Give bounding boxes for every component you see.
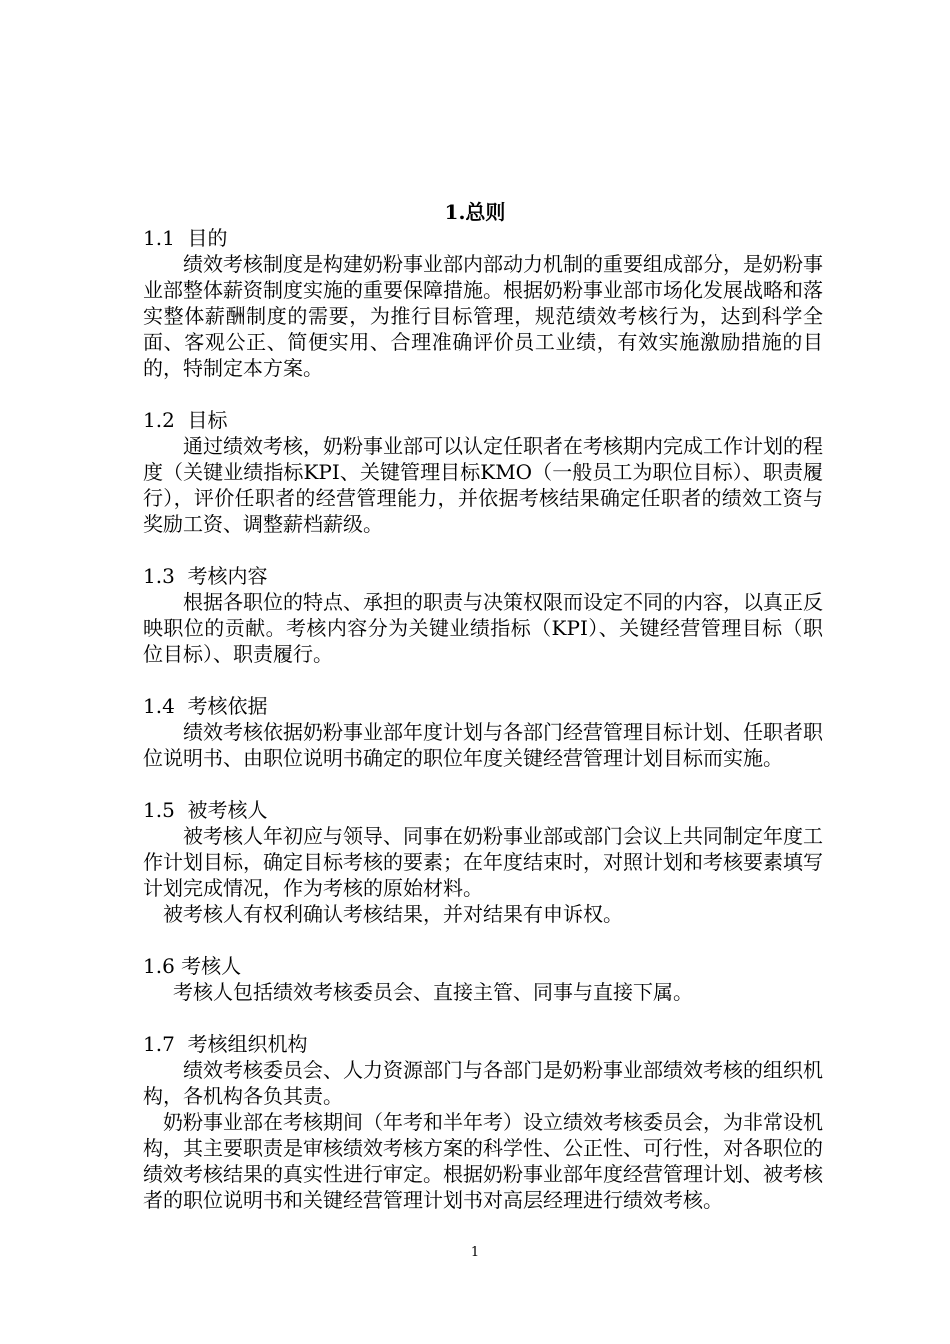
section-heading: 1.5 被考核人 [143, 798, 268, 822]
section-heading: 1.1 目的 [143, 226, 228, 250]
section-paragraph: 被考核人年初应与领导、同事在奶粉事业部或部门会议上共同制定年度工作计划目标，确定目标考核的要素；在年度结束时，对照计划和考核要素填写计划完成情况，作为考核的原始材料。 [143, 824, 823, 900]
section-1-7 [143, 1031, 823, 1213]
page-number: 1 [470, 1245, 480, 1260]
section-1-1 [143, 225, 823, 381]
document-body [143, 225, 823, 1239]
section-heading: 1.7 考核组织机构 [143, 1032, 308, 1056]
section-paragraph: 被考核人有权利确认考核结果，并对结果有申诉权。 [163, 902, 623, 926]
section-1-6 [143, 953, 823, 1005]
section-heading: 1.2 目标 [143, 408, 228, 432]
section-paragraph: 绩效考核制度是构建奶粉事业部内部动力机制的重要组成部分，是奶粉事业部整体薪资制度实施的重要保障措施。根据奶粉事业部市场化发展战略和落实整体薪酬制度的需要，为推行目标管理，规范绩效考核行为，达到科学全面、客观公正、简便实用、合理准确评价员工业绩，有效实施激励措施的目的，特制定本方案。 [143, 252, 823, 380]
section-paragraph: 绩效考核依据奶粉事业部年度计划与各部门经营管理目标计划、任职者职位说明书、由职位说明书确定的职位年度关键经营管理计划目标而实施。 [143, 720, 823, 770]
section-heading: 1.3 考核内容 [143, 564, 268, 588]
section-paragraph: 奶粉事业部在考核期间（年考和半年考）设立绩效考核委员会，为非常设机构，其主要职责是审核绩效考核方案的科学性、公正性、可行性，对各职位的绩效考核结果的真实性进行审定。根据奶粉事业部年度经营管理计划、被考核者的职位说明书和关键经营管理计划书对高层经理进行绩效考核。 [143, 1110, 823, 1212]
section-paragraph: 考核人包括绩效考核委员会、直接主管、同事与直接下属。 [173, 980, 693, 1004]
section-paragraph: 绩效考核委员会、人力资源部门与各部门是奶粉事业部绩效考核的组织机构，各机构各负其责。 [143, 1058, 823, 1108]
section-paragraph: 通过绩效考核，奶粉事业部可以认定任职者在考核期内完成工作计划的程度（关键业绩指标KPI、关键管理目标KMO（一般员工为职位目标）、职责履行），评价任职者的经营管理能力，并依据考核结果确定任职者的绩效工资与奖励工资、调整薪档薪级。 [143, 434, 823, 536]
section-1-2 [143, 407, 823, 537]
section-1-3 [143, 563, 823, 667]
section-1-4 [143, 693, 823, 771]
document-title: 1.总则 [444, 200, 506, 224]
section-heading: 1.6 考核人 [143, 954, 242, 978]
section-heading: 1.4 考核依据 [143, 694, 268, 718]
section-paragraph: 根据各职位的特点、承担的职责与决策权限而设定不同的内容，以真正反映职位的贡献。考核内容分为关键业绩指标（KPI）、关键经营管理目标（职位目标）、职责履行。 [143, 590, 823, 666]
section-1-5 [143, 797, 823, 927]
